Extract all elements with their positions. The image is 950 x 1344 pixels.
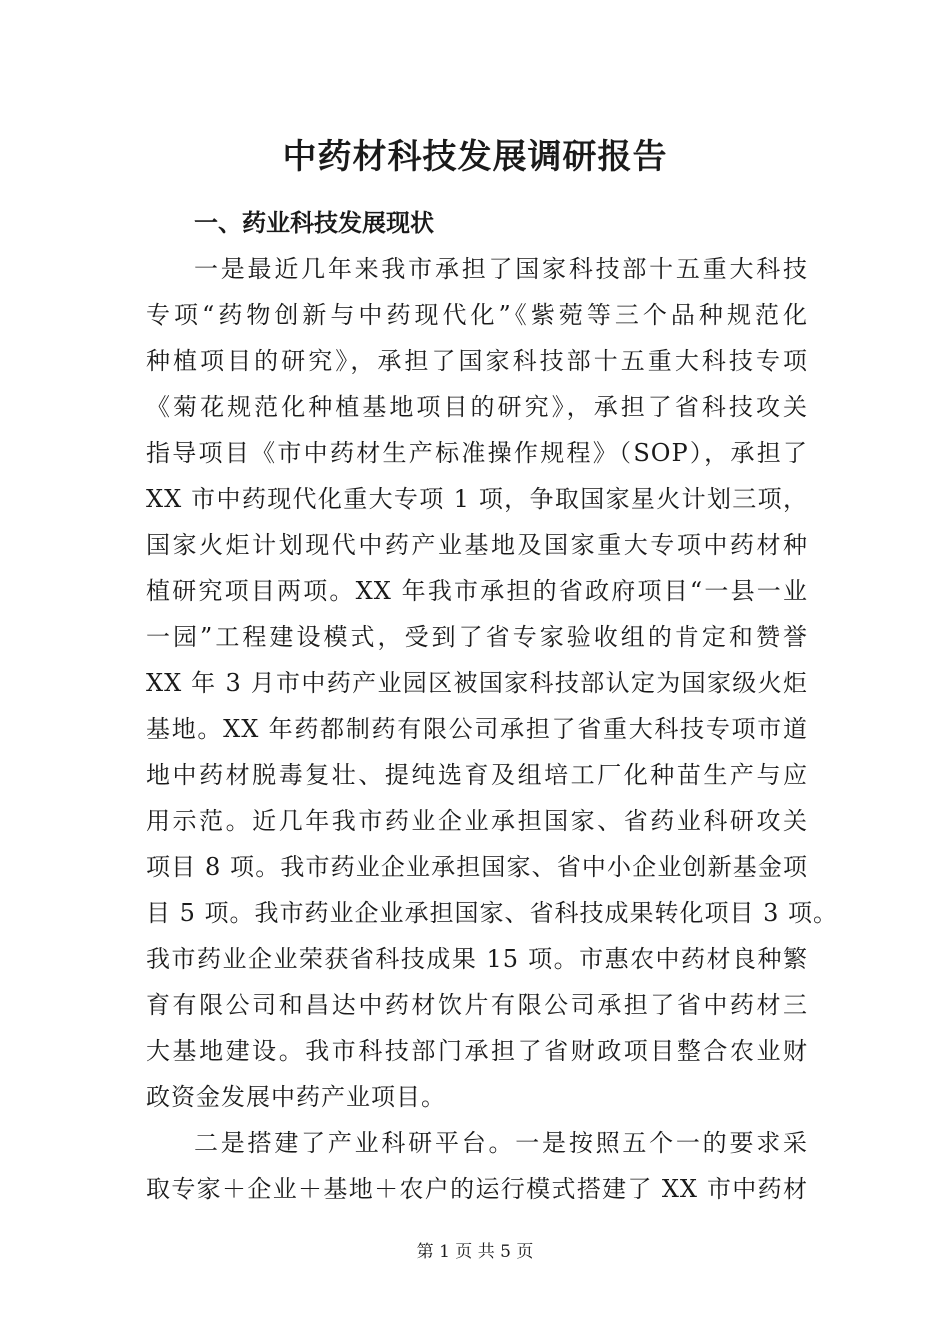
paragraph-line: 一是最近几年来我市承担了国家科技部十五重大科技 [194,255,808,283]
paragraph-1 [146,246,839,1120]
paragraph-line: 《菊花规范化种植基地项目的研究》，承担了省科技攻关 [146,393,808,421]
paragraph-line: 政资金发展中药产业项目。 [146,1083,446,1111]
paragraph-line: 项目 8 项。我市药业企业承担国家、省中小企业创新基金项 [146,853,808,881]
paragraph-line: 目 5 项。我市药业企业承担国家、省科技成果转化项目 3 项。 [146,899,839,927]
paragraph-line: 育有限公司和昌达中药材饮片有限公司承担了省中药材三 [146,991,808,1019]
paragraph-line: XX 年 3 月市中药产业园区被国家科技部认定为国家级火炬 [146,669,808,697]
paragraph-line: 一园”工程建设模式，受到了省专家验收组的肯定和赞誉 [146,623,808,651]
paragraph-line: XX 市中药现代化重大专项 1 项，争取国家星火计划三项， [146,485,808,513]
paragraph-line: 种植项目的研究》，承担了国家科技部十五重大科技专项 [146,347,808,375]
paragraph-line: 植研究项目两项。XX 年我市承担的省政府项目“一县一业 [146,577,808,605]
paragraph-line: 大基地建设。我市科技部门承担了省财政项目整合农业财 [146,1037,808,1065]
document-title: 中药材科技发展调研报告 [282,137,668,177]
paragraph-line: 取专家＋企业＋基地＋农户的运行模式搭建了 XX 市中药材 [146,1175,808,1203]
paragraph-line: 指导项目《市中药材生产标准操作规程》（SOP），承担了 [146,439,808,467]
paragraph-line: 地中药材脱毒复壮、提纯选育及组培工厂化种苗生产与应 [146,761,808,789]
page-footer: 第 1 页 共 5 页 [416,1242,534,1262]
paragraph-line: 国家火炬计划现代中药产业基地及国家重大专项中药材种 [146,531,808,559]
paragraph-line: 用示范。近几年我市药业企业承担国家、省药业科研攻关 [146,807,808,835]
paragraph-2 [146,1120,808,1212]
paragraph-line: 我市药业企业荣获省科技成果 15 项。市惠农中药材良种繁 [146,945,808,973]
paragraph-line: 专项“药物创新与中药现代化”《紫菀等三个品种规范化 [146,301,808,329]
paragraph-line: 二是搭建了产业科研平台。一是按照五个一的要求采 [194,1129,808,1157]
section-heading: 一、药业科技发展现状 [194,208,434,237]
document-body [146,246,839,1212]
paragraph-line: 基地。XX 年药都制药有限公司承担了省重大科技专项市道 [146,715,808,743]
